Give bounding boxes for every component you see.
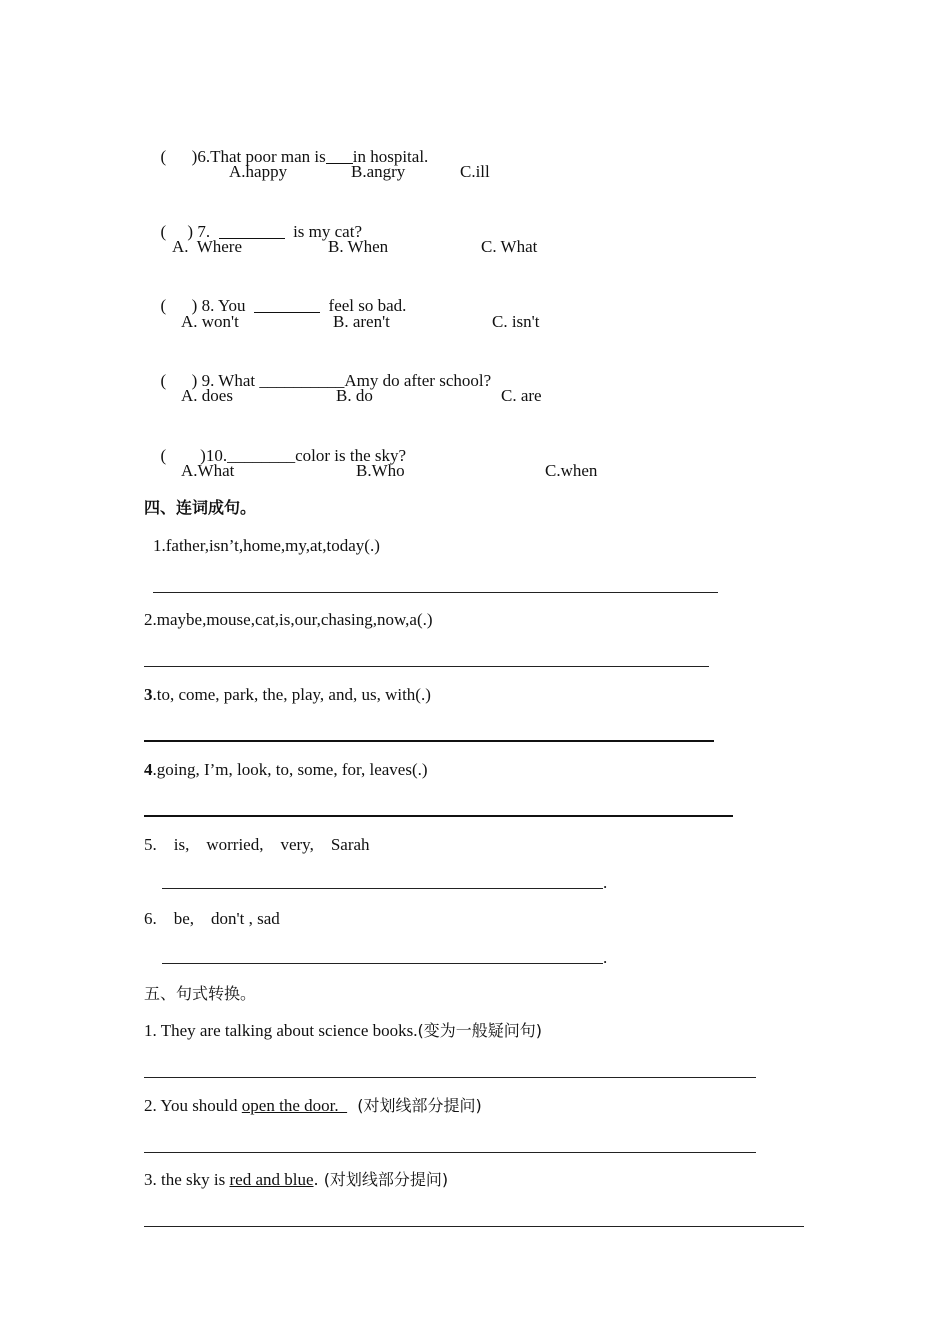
q7-option-b: B. When — [328, 237, 389, 256]
item-number: 4 — [144, 760, 153, 779]
answer-line-4[interactable] — [144, 815, 733, 817]
item-instruction: (对划线部分提问) — [347, 1096, 482, 1115]
q9-option-c: C. are — [501, 386, 542, 405]
answer-bracket[interactable]: ( ) — [160, 371, 198, 390]
reorder-item-5 — [144, 834, 370, 856]
item-words: .to, come, park, the, play, and, us, with(.) — [152, 685, 431, 704]
reorder-item-6 — [144, 908, 280, 930]
question-stem: 7. — [197, 222, 211, 241]
question-tail: feel so bad. — [328, 296, 407, 315]
answer-bracket[interactable]: ( ) — [160, 446, 206, 465]
item-sentence: 3. the sky is — [144, 1170, 230, 1189]
answer-line-5[interactable] — [162, 888, 603, 889]
transform-item-1 — [144, 1020, 542, 1042]
q10-option-c: C.when — [545, 461, 598, 480]
section-5-heading: 五、句式转换。 — [144, 984, 257, 1003]
answer-bracket[interactable]: ( ) — [160, 147, 198, 166]
answer-line-6[interactable] — [162, 963, 603, 964]
reorder-item-3 — [144, 684, 431, 706]
section-4-heading: 四、连词成句。 — [144, 498, 257, 517]
answer-line-3[interactable] — [144, 740, 714, 742]
item-instruction: . (对划线部分提问) — [313, 1170, 449, 1189]
word: very, — [280, 835, 314, 854]
answer-line-1[interactable] — [153, 592, 718, 593]
answer-bracket[interactable]: ( ) — [160, 222, 194, 241]
word: don't , sad — [211, 909, 280, 928]
q7-option-a: A. Where — [172, 237, 243, 256]
question-stem: 6.That poor man is — [197, 147, 326, 166]
answer-bracket[interactable]: ( ) — [160, 296, 198, 315]
question-tail: in hospital. — [352, 147, 429, 166]
item-number: 3 — [144, 685, 153, 704]
reorder-item-1: 1.father,isn’t,home,my,at,today(.) — [153, 536, 380, 555]
question-stem: 10.________color is the sky? — [205, 446, 407, 465]
item-sentence: 2. You should — [144, 1096, 242, 1115]
reorder-item-2: 2.maybe,mouse,cat,is,our,chasing,now,a(.) — [144, 610, 433, 629]
word: is, — [173, 835, 190, 854]
word: Sarah — [330, 835, 370, 854]
q10-option-b: B.Who — [356, 461, 405, 480]
answer-line-t2[interactable] — [144, 1152, 756, 1153]
transform-item-2 — [144, 1095, 482, 1117]
underlined-phrase: open the door. — [241, 1096, 348, 1115]
item-number: 5. — [144, 835, 157, 854]
q6-option-c: C.ill — [460, 162, 490, 181]
answer-line-t1[interactable] — [144, 1077, 756, 1078]
q7-option-c: C. What — [481, 237, 538, 256]
item-instruction: (变为一般疑问句) — [417, 1021, 542, 1040]
q9-option-b: B. do — [336, 386, 373, 405]
q8-option-c: C. isn't — [492, 312, 540, 331]
answer-blank[interactable] — [254, 296, 320, 313]
answer-blank[interactable] — [326, 147, 353, 164]
q6-option-b: B.angry — [351, 162, 406, 181]
question-tail: is my cat? — [293, 222, 362, 241]
answer-line-6-period: . — [603, 948, 608, 967]
q6-option-a: A.happy — [229, 162, 288, 181]
item-number: 6. — [144, 909, 157, 928]
underlined-phrase: red and blue — [229, 1170, 314, 1189]
answer-line-2[interactable] — [144, 666, 709, 667]
question-stem: 9. What __________Amy do after school? — [201, 371, 492, 390]
answer-line-5-period: . — [603, 873, 608, 892]
q8-option-b: B. aren't — [333, 312, 390, 331]
transform-item-3 — [144, 1169, 448, 1191]
question-stem: 8. You — [201, 296, 246, 315]
q8-option-a: A. won't — [181, 312, 239, 331]
word: worried, — [206, 835, 264, 854]
q10-option-a: A.What — [181, 461, 235, 480]
word: be, — [173, 909, 195, 928]
item-sentence: 1. They are talking about science books. — [144, 1021, 418, 1040]
item-words: .going, I’m, look, to, some, for, leaves(.) — [152, 760, 428, 779]
answer-line-t3[interactable] — [144, 1226, 804, 1227]
q9-option-a: A. does — [181, 386, 233, 405]
reorder-item-4 — [144, 759, 428, 781]
